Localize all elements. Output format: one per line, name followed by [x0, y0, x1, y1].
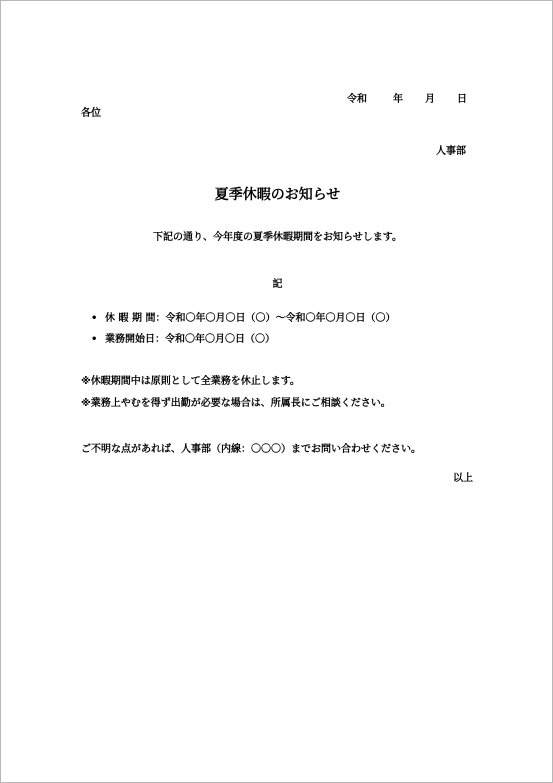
- date-year-label: 年: [393, 94, 403, 105]
- document-title: 夏季休暇のお知らせ: [214, 187, 341, 203]
- detail-list: [91, 309, 395, 351]
- contact-text: ご不明な点があれば、人事部（内線：〇〇〇）までお問い合わせください。: [81, 444, 421, 455]
- closing-text: 以上: [453, 473, 473, 484]
- note-closure: ※休暇期間中は原則として全業務を休止します。: [81, 376, 300, 387]
- intro-text: 下記の通り、今年度の夏季休暇期間をお知らせします。: [153, 232, 402, 243]
- note-exception: ※業務上やむを得ず出勤が必要な場合は、所属長にご相談ください。: [81, 398, 391, 409]
- vacation-period: 休 暇 期 間：令和〇年〇月〇日（〇）～令和〇年〇月〇日（〇）: [105, 313, 396, 324]
- department: 人事部: [436, 146, 466, 157]
- bullet-icon: •: [91, 334, 98, 345]
- ki-heading: 記: [272, 279, 283, 290]
- date-month-label: 月: [425, 94, 435, 105]
- date-day-label: 日: [457, 94, 467, 105]
- bullet-icon: •: [91, 313, 98, 324]
- list-item: [91, 330, 395, 351]
- date-era: 令和: [347, 94, 367, 105]
- recipient: 各位: [81, 108, 101, 119]
- work-start-date: 業務開始日：令和〇年〇月〇日（〇）: [105, 334, 275, 345]
- list-item: [91, 309, 395, 330]
